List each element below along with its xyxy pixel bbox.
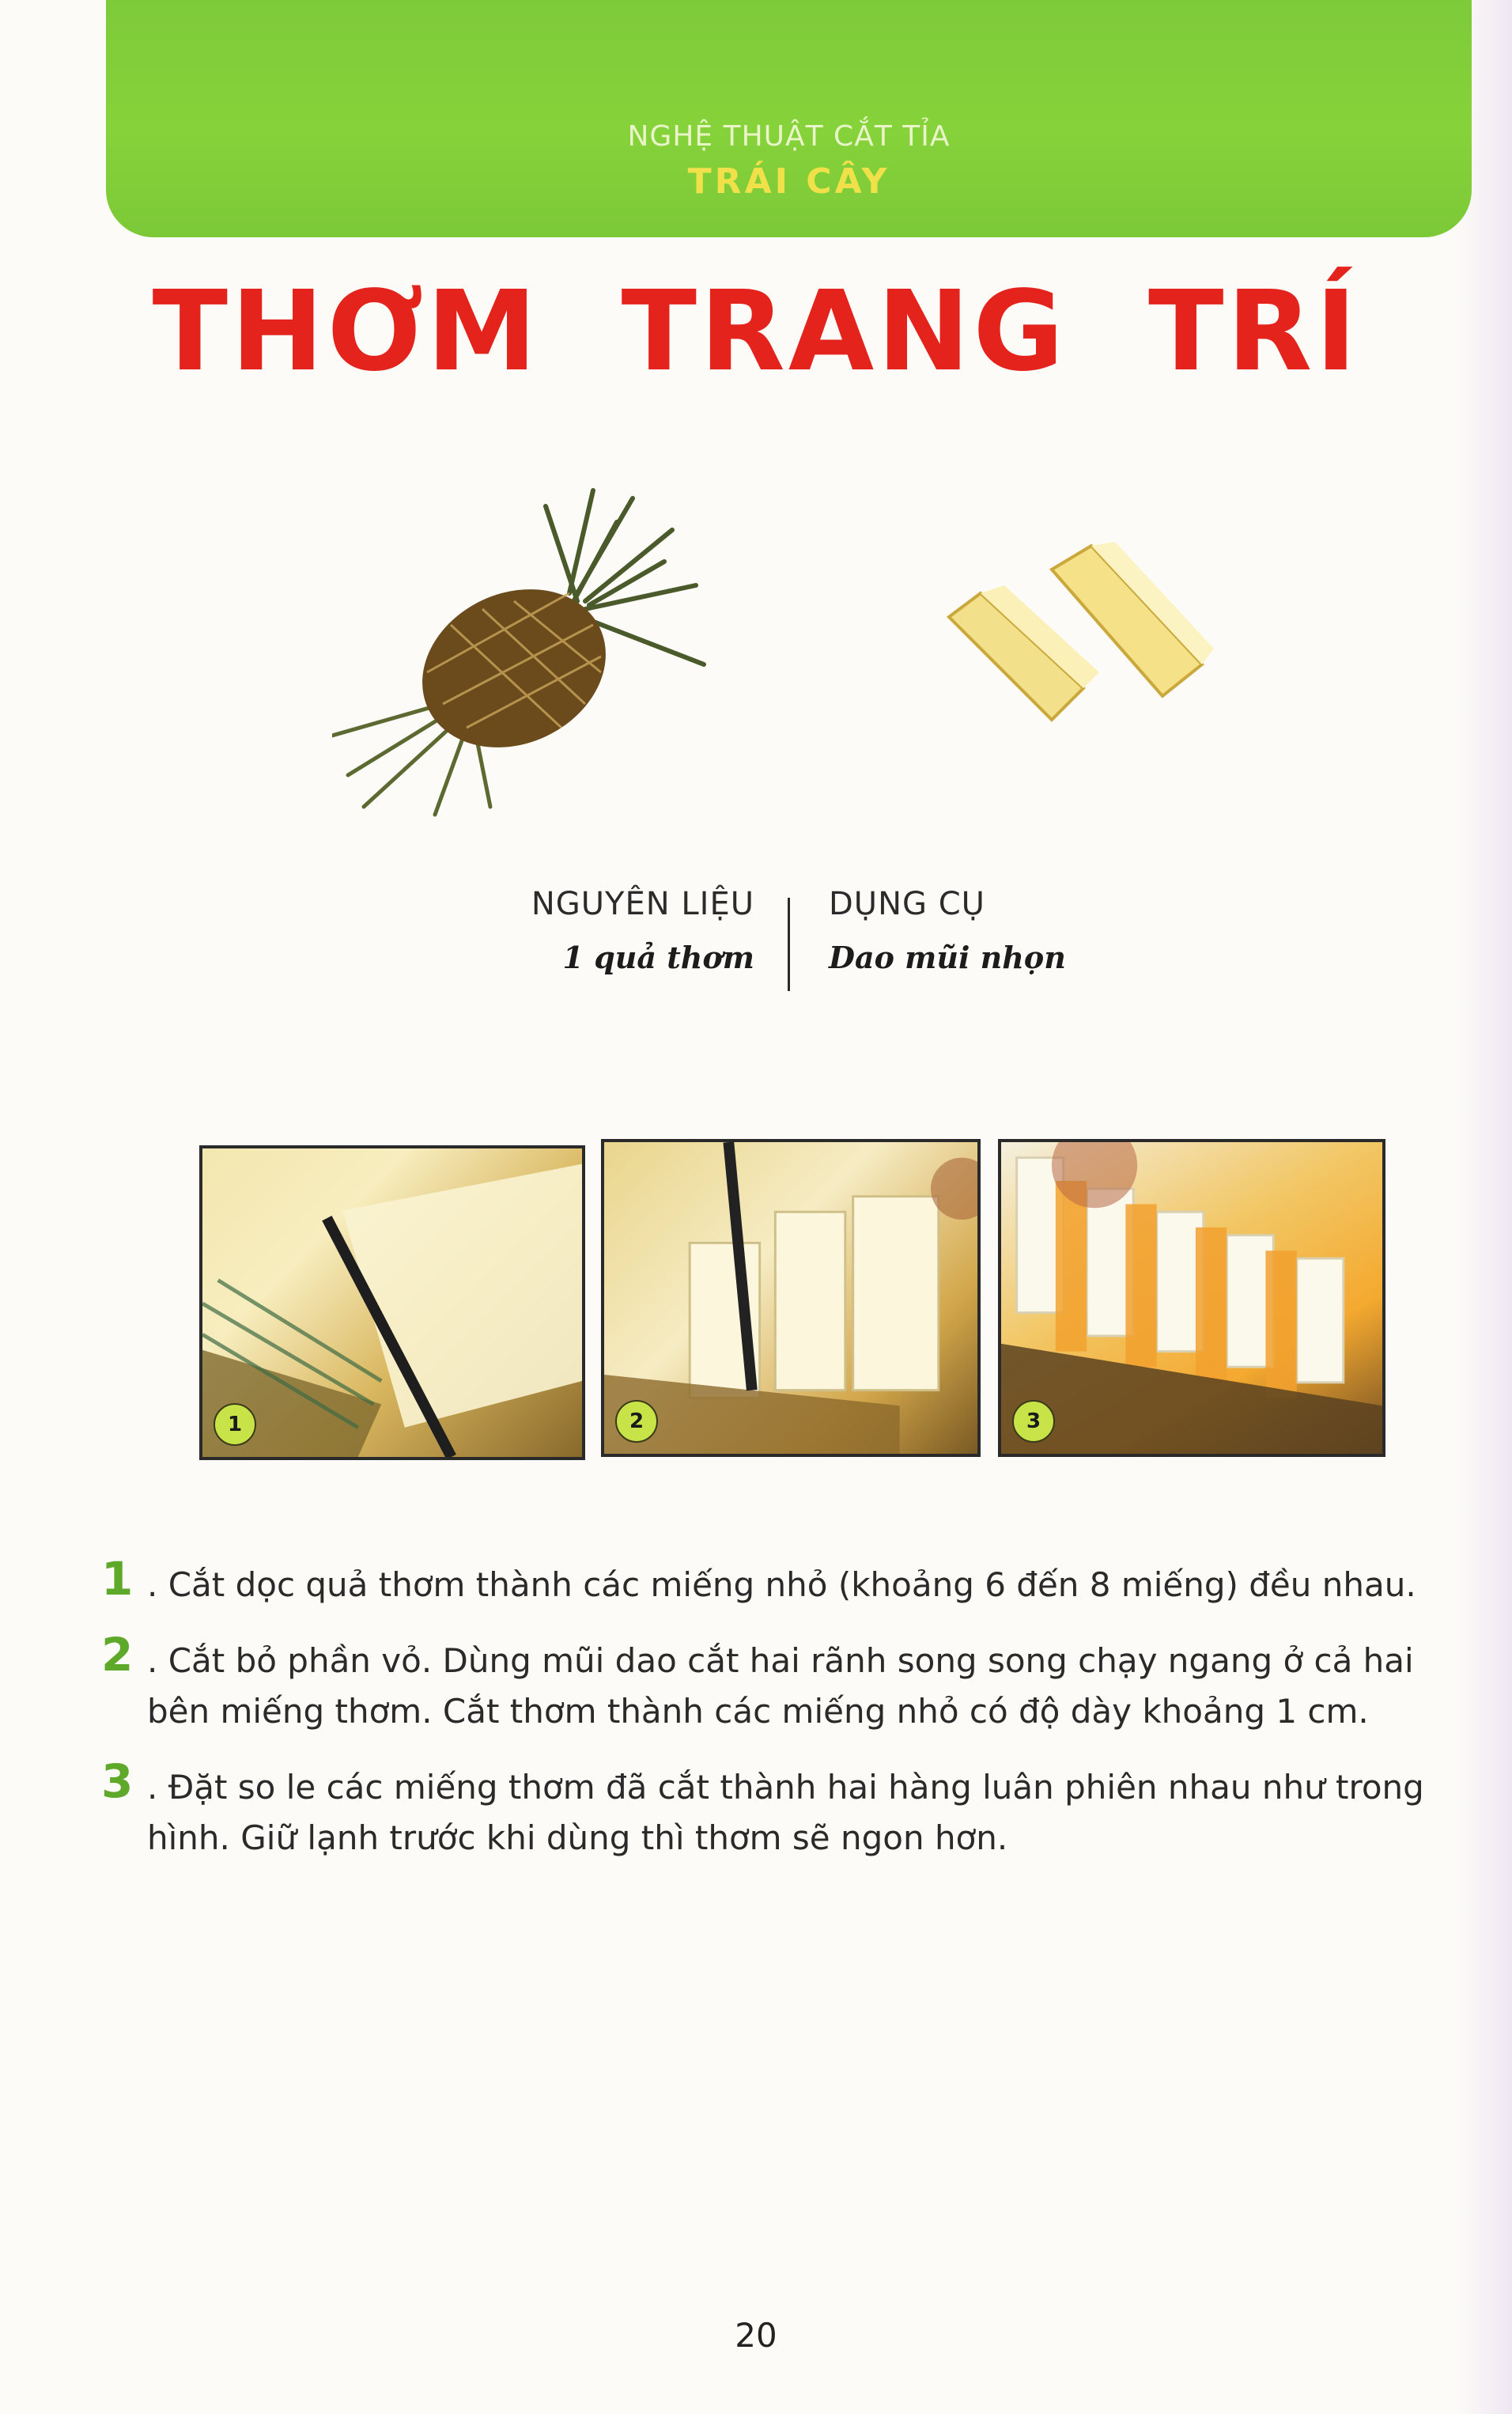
header-band — [106, 0, 1472, 237]
info-divider — [788, 898, 790, 991]
step-text: Cắt bỏ phần vỏ. Dùng mũi dao cắt hai rãnh song song chạy ngang ở cả hai bên miếng thơm. Cắt thơm thành các miếng nhỏ có độ dày khoảng 1 cm. — [147, 1641, 1414, 1731]
step-number: 1 — [101, 1552, 134, 1606]
step-item: 2 . Cắt bỏ phần vỏ. Dùng mũi dao cắt hai rãnh song song chạy ngang ở cả hai bên miếng thơm. Cắt thơm thành các miếng nhỏ có độ dày khoảng 1 cm. — [101, 1628, 1414, 1731]
step-photo-1 — [199, 1145, 585, 1460]
step-item: 3 . Đặt so le các miếng thơm đã cắt thành hai hàng luân phiên nhau như trong hình. Giữ lạnh trước khi dùng thì thơm sẽ ngon hơn. — [101, 1754, 1424, 1857]
page-number: 20 — [735, 2316, 777, 2355]
tools-value: Dao mũi nhọn — [829, 940, 1066, 975]
step-text: Cắt dọc quả thơm thành các miếng nhỏ (khoảng 6 đến 8 miếng) đều nhau. — [168, 1565, 1416, 1604]
tools-label: DỤNG CỤ — [829, 886, 985, 922]
instruction-steps — [101, 1552, 1446, 1889]
step-text: Đặt so le các miếng thơm đã cắt thành hai hàng luân phiên nhau như trong hình. Giữ lạnh trước khi dùng thì thơm sẽ ngon hơn. — [147, 1768, 1424, 1857]
step-badge-3: 3 — [1012, 1400, 1055, 1443]
tools-block — [829, 884, 1066, 975]
pineapple-pieces-illustration — [933, 538, 1218, 767]
step-number: 2 — [101, 1628, 134, 1682]
step-badge-1: 1 — [214, 1403, 256, 1446]
step-number: 3 — [101, 1754, 134, 1808]
ingredients-label: NGUYÊN LIỆU — [531, 886, 754, 922]
ingredients-block — [531, 884, 754, 975]
step-photo-3 — [998, 1139, 1385, 1457]
ingredients-value: 1 quả thơm — [562, 940, 754, 975]
series-title-line1: NGHỆ THUẬT CẮT TỈA — [627, 120, 951, 153]
page-title: THƠM TRANG TRÍ — [152, 267, 1360, 396]
step-item: 1 . Cắt dọc quả thơm thành các miếng nhỏ (khoảng 6 đến 8 miếng) đều nhau. — [101, 1552, 1416, 1606]
step-photo-2 — [601, 1139, 981, 1457]
series-title-line2: TRÁI CÂY — [687, 161, 890, 202]
pineapple-illustration — [332, 475, 743, 823]
step-badge-2: 2 — [615, 1400, 658, 1443]
